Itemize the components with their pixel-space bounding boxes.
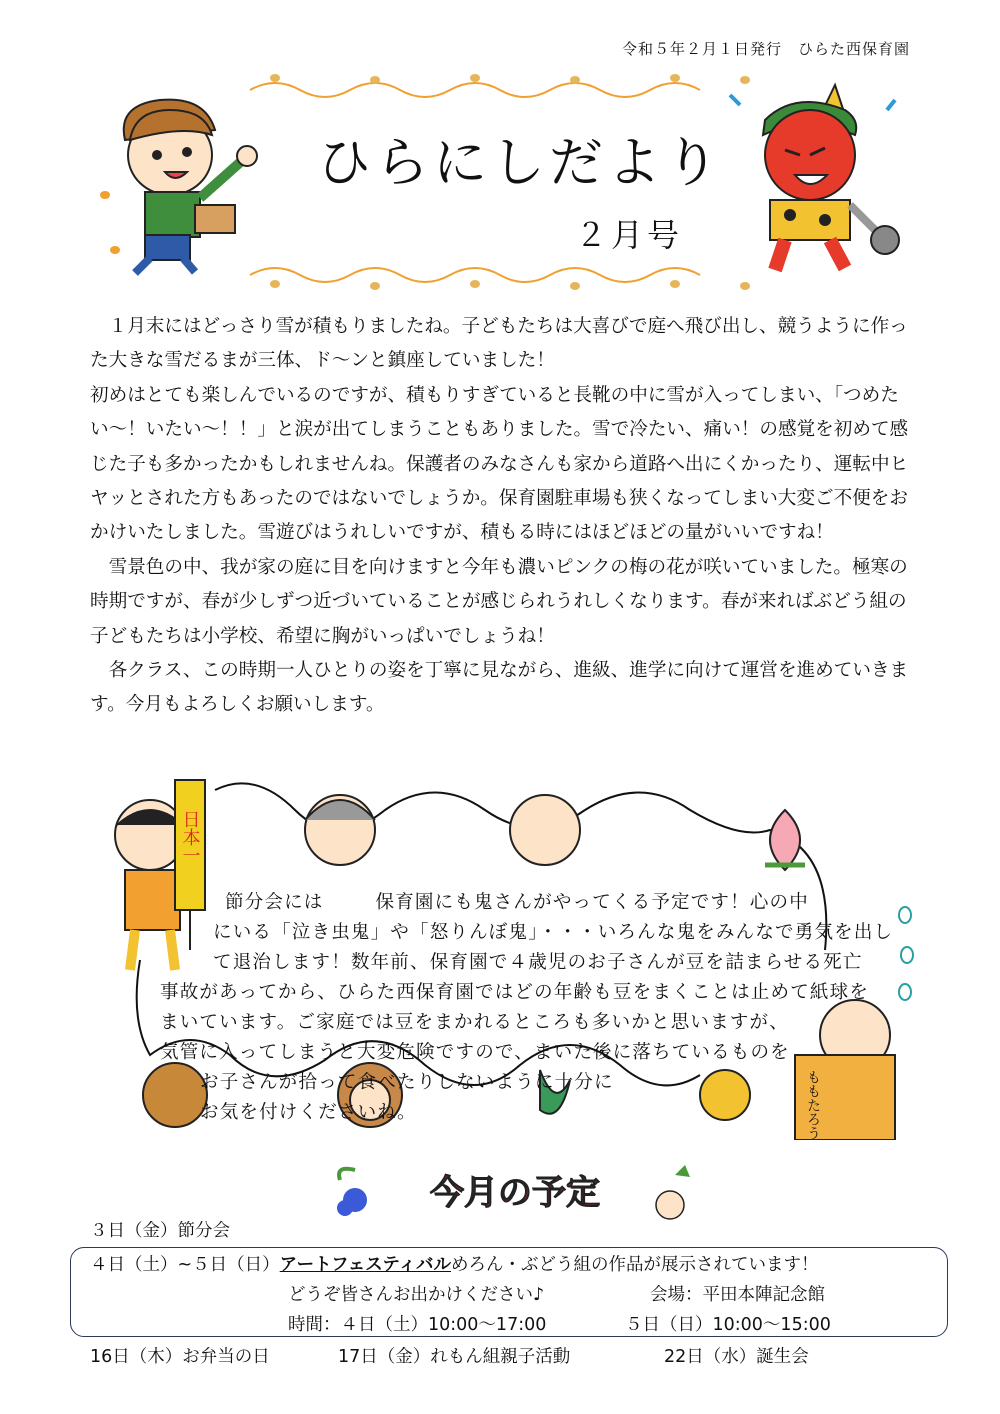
book-title: ももたろう [805, 1070, 821, 1140]
paragraph-3: 雪景色の中、我が家の庭に目を向けますと今年も濃いピンクの梅の花が咲いていました。極寒の時期ですが、春が少しずつ近づいていることが感じられうれしくなります。春が来ればぶどう組の子どもたちは小学校、希望に胸がいっぱいでしょうね！ [90, 556, 908, 647]
schedule-row-art-festival [90, 1250, 819, 1280]
paragraph-4: 各クラス、この時期一人ひとりの姿を丁寧に見ながら、進級、進学に向けて運営を進めていきます。今月もよろしくお願いします。 [90, 660, 909, 716]
paragraph-1: １月末にはどっさり雪が積もりましたね。子どもたちは大喜びで庭へ飛び出し、競うように作った大きな雪だるまが三体、ド～ンと鎮座していました！ [90, 316, 908, 372]
setsubun-line-3: て退治します！数年前、保育園で４歳児のお子さんが豆を詰まらせる死亡 [213, 952, 863, 973]
schedule-row-lemon-class: 17日（金）れもん組親子活動 [338, 1347, 571, 1367]
setsubun-line-2: にいる「泣き虫鬼」や「怒りんぼ鬼」・・・いろんな鬼をみんなで勇気を出し [213, 922, 894, 943]
setsubun-line-4: 事故があってから、ひらた西保育園ではどの年齢も豆をまくことは止めて紙球を [160, 982, 870, 1003]
art-festival-venue: 会場：平田本陣記念館 [650, 1285, 825, 1305]
art-festival-title: アートフェスティバル [279, 1255, 451, 1275]
greeting-text [90, 310, 912, 723]
issue-month: ２月号 [575, 216, 684, 254]
schedule-row-setsubun: ３日（金）節分会 [90, 1221, 230, 1241]
boy-illustration [95, 80, 270, 280]
art-festival-date: ４日（土）~５日（日） [90, 1255, 280, 1275]
setsubun-line-1 [225, 888, 809, 918]
art-festival-time-sun: ５日（日）10:00～15:00 [625, 1315, 831, 1335]
art-festival-time-sat: 時間：４日（土）10:00～17:00 [288, 1315, 547, 1335]
issue-line: 令和５年２月１日発行 ひらた西保育園 [621, 40, 910, 58]
schedule-banner [330, 1160, 700, 1222]
schedule-row-bento: 16日（木）お弁当の日 [90, 1347, 270, 1367]
schedule-row-birthday: 22日（水）誕生会 [664, 1347, 809, 1367]
art-festival-invite: どうぞ皆さんお出かけください♪ [288, 1285, 545, 1305]
red-oni-illustration [725, 80, 905, 280]
paragraph-2: 初めはとても楽しんでいるのですが、積もりすぎていると長靴の中に雪が入ってしまい、「つめたい～！いたい～！！」と涙が出てしまうこともありました。雪で冷たい、痛い！の感覚を初めて感じた子も多かったかもしれませんね。保護者のみなさんも家から道路へ出にくかったり、運転中ヒヤッとされた方もあったのではないでしょうか。保育園駐車場も狭くなってしまい大変ご不便をおかけいたしました。雪遊びはうれしいですが、積もる時にはほどほどの量がいいですね！ [90, 384, 909, 544]
flag-text: 日本一 [179, 810, 201, 864]
setsubun-line-5: まいています。ご家庭では豆をまかれるところも多いかと思いますが、 [160, 1012, 789, 1033]
setsubun-line-7: お子さんが拾って食べたりしないように十分に [200, 1072, 614, 1093]
setsubun-line-1b: 保育園にも鬼さんがやってくる予定です！心の中 [375, 892, 809, 913]
setsubun-line-1a: 節分会には [225, 892, 324, 913]
schedule-banner-text: 今月の予定 [430, 1173, 600, 1213]
setsubun-line-8: お気を付けくださいね。 [200, 1102, 417, 1123]
newsletter-title: ひらにしだより [317, 131, 723, 194]
setsubun-line-6: 気管に入ってしまうと大変危険ですので、まいた後に落ちているものを [160, 1042, 790, 1063]
art-festival-note: めろん・ぶどう組の作品が展示されています！ [451, 1255, 819, 1275]
